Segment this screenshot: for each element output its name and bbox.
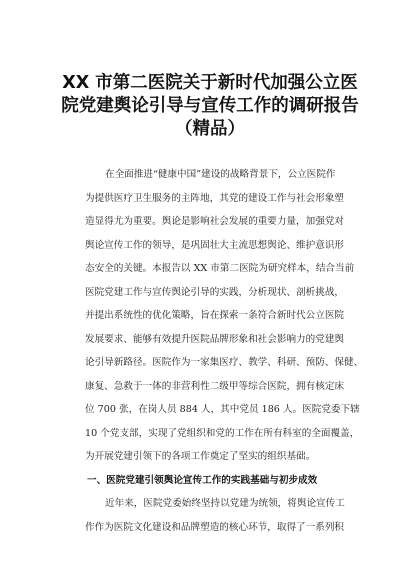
body-line: 发展要求、能够有效提升医院品牌形象和社会影响力的党建舆	[85, 333, 345, 345]
body-line: 态安全的关键。本报告以 XX 市第二医院为研究样本，结合当前	[85, 263, 355, 274]
section-heading-1: 一、医院党建引领舆论宣传工作的实践基础与初步成效	[87, 474, 318, 486]
body-line: 在全面推进“健康中国”建设的战略背景下，公立医院作	[105, 169, 336, 180]
document-body	[85, 163, 364, 539]
body-line: 舆论宣传工作的领导，是巩固壮大主流思想舆论、维护意识形	[85, 239, 345, 251]
body-line: 10 个党支部，实现了党组织和党的工作在所有科室的全面覆盖，	[85, 427, 360, 439]
body-line: 位 700 张，在岗人员 884 人，其中党员 186 人。医院党委下辖	[85, 404, 360, 415]
body-line: 医院党建工作与宣传舆论引导的实践，分析现状、剖析挑战，	[85, 286, 345, 298]
title-line-1: XX 市第二医院关于新时代加强公立医	[62, 73, 358, 93]
title-line-2: 院党建舆论引导与宣传工作的调研报告	[61, 96, 359, 116]
document-title	[40, 72, 380, 141]
body-line: 康复、急救于一体的非营利性二级甲等综合医院，拥有核定床	[85, 380, 345, 392]
title-line-3: （精品）	[175, 119, 245, 139]
body-line: 近年来，医院党委始终坚持以党建为统领，将舆论宣传工	[105, 498, 345, 509]
body-line: 论引导新路径。医院作为一家集医疗、教学、科研、预防、保健、	[85, 357, 364, 368]
body-line: 造显得尤为重要。舆论是影响社会发展的重要力量，加强党对	[85, 216, 345, 227]
body-line: 并提出系统性的优化策略，旨在探索一条符合新时代公立医院	[85, 310, 345, 321]
body-line: 为提供医疗卫生服务的主阵地，其党的建设工作与社会形象塑	[85, 192, 345, 204]
body-line: 为开展党建引领下的各项工作奠定了坚实的组织基础。	[85, 451, 316, 462]
body-line: 作作为医院文化建设和品牌塑造的核心环节，取得了一系列积	[85, 521, 345, 533]
